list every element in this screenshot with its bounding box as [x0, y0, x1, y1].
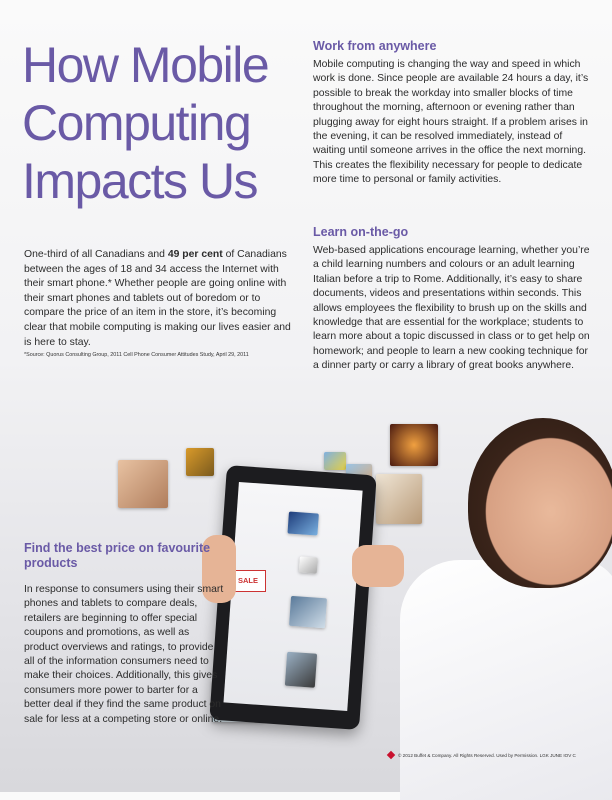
paragraph-learn-on-the-go: Web-based applications encourage learning, whether you’re a child learning numbers and colours or an adult learning Italian before a trip to Rome. Additionally, it’s easy to share documents, videos and presentations within seconds. This allows employees the flexibility to brush up on the skills and knowledge that are essential for the workplace; students to learn more about a topic discussed in class or to get help on homework; and people to learn a new cooking technique for a dinner party or carry a library of great books anywhere. — [313, 245, 590, 372]
source-footnote: *Source: Quorus Consulting Group, 2011 Cell Phone Consumer Attitudes Study, April 29, 2011 — [24, 352, 249, 358]
intro-paragraph — [24, 248, 292, 350]
heading-work-from-anywhere: Work from anywhere — [313, 39, 437, 53]
woman-body — [400, 560, 612, 800]
woman-smiling — [468, 418, 612, 588]
sale-tag: SALE — [230, 570, 266, 592]
floating-image-family — [118, 460, 168, 508]
floating-image-rainbow — [324, 452, 346, 470]
intro-text-2: of Canadians between the ages of 18 and 34 access the Internet with their smart phone.* Whether people are going online with their smart phones and tablets out of boredom or to compare the price of an item in the store, it’s becoming clear that mobile computing is making our lives easier and is here to stay. — [24, 249, 291, 348]
screen-tile-ocean — [287, 512, 318, 536]
intro-text-1: One-third of all Canadians and — [24, 249, 168, 260]
tablet-screen — [224, 482, 363, 711]
floating-image-butterfly — [186, 448, 214, 476]
screen-tile-buildings — [289, 596, 327, 628]
floating-image-hearts — [390, 424, 438, 466]
screen-tile-bulb — [299, 556, 318, 573]
title-line-3: Impacts Us — [22, 153, 258, 209]
maple-leaf-icon — [387, 751, 395, 759]
title-line-2: Computing — [22, 95, 251, 151]
paragraph-best-price: In response to consumers using their smart phones and tablets to compare deals, retailers are beginning to offer special coupons and promotions, as well as product overviews and ratings, to provide all of the information consumers need to make their choices. Additionally, this gives consumers more power to barter for a better deal if they find the same product on sale for less at a competing store or online. — [24, 584, 224, 725]
copyright-notice: © 2012 Buffet & Company. All Rights Reserved. Used by Permission. LGK JUNE IOV C — [398, 753, 576, 758]
right-hand — [352, 545, 404, 587]
heading-best-price: Find the best price on favourite products — [24, 541, 211, 570]
title-line-1: How Mobile — [22, 37, 269, 93]
page-title — [22, 36, 292, 210]
floating-image-puppy — [376, 474, 422, 524]
tablet-device — [209, 465, 376, 730]
screen-tile-person — [285, 652, 317, 688]
intro-highlight: 49 per cent — [167, 249, 223, 260]
paragraph-work-from-anywhere: Mobile computing is changing the way and speed in which work is done. Since people are available 24 hours a day, it’s possible to break the workday into smaller blocks of time throughout the morning, afternoon or evening rather than plugging away for eight hours straight. If a problem arises in the evening, it can be resolved immediately, instead of waiting until someone arrives in the office the next morning. This creates the flexibility necessary for people to dedicate more time to personal or family activities. — [313, 59, 589, 186]
heading-learn-on-the-go: Learn on-the-go — [313, 225, 409, 239]
